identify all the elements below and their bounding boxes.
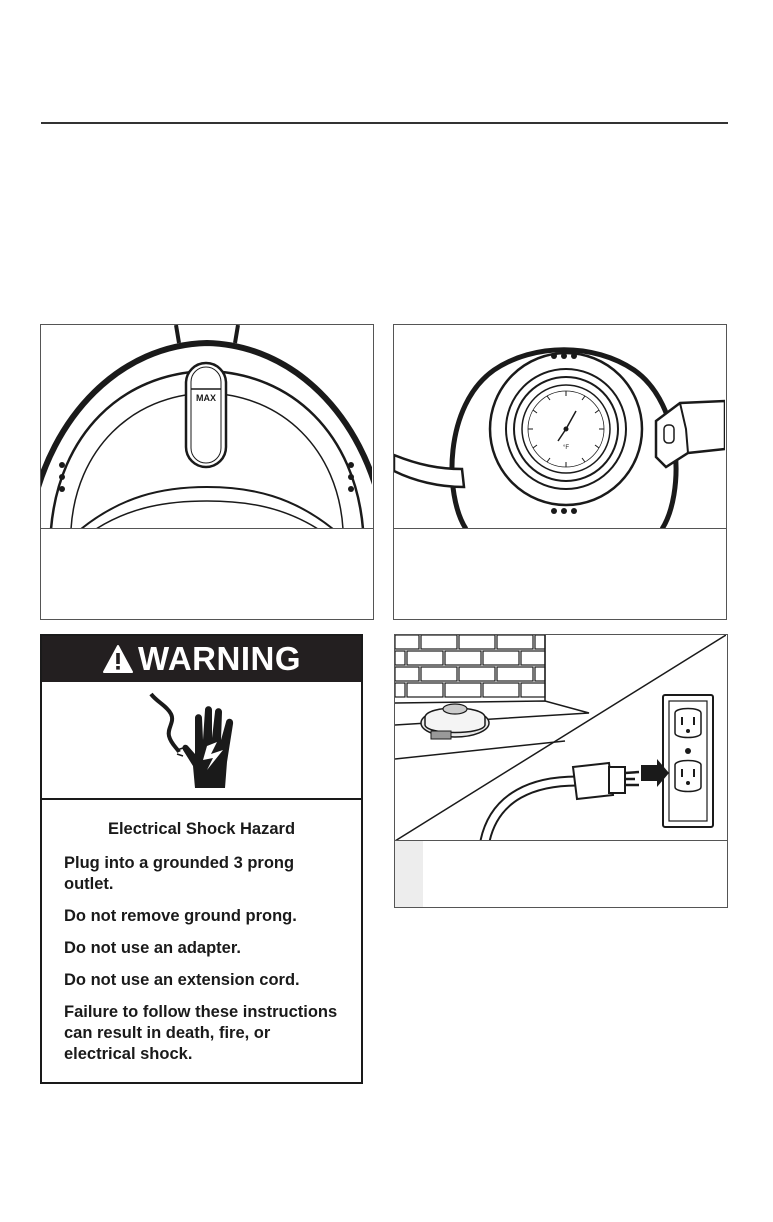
warning-header-label: WARNING <box>138 640 301 677</box>
thermometer-caption-area <box>394 528 726 619</box>
max-fill-caption-area <box>41 528 373 619</box>
warning-instruction: Plug into a grounded 3 prong outlet. <box>64 854 295 893</box>
plug-outlet-caption-area <box>395 840 727 907</box>
electrical-warning-box <box>40 634 363 1084</box>
warning-header <box>42 636 361 682</box>
warning-instruction: Do not use an adapter. <box>64 939 241 957</box>
warning-instruction: Failure to follow these instructions can result in death, fire, or electrical shock. <box>64 1003 338 1063</box>
warning-symbol-area <box>42 682 361 800</box>
warning-triangle-icon <box>102 644 134 674</box>
thermometer-dial-illustration <box>394 325 725 529</box>
header-rule <box>41 122 728 124</box>
step-number-tab <box>395 841 423 907</box>
hazard-title: Electrical Shock Hazard <box>107 820 296 838</box>
illustration-thermometer-panel <box>393 324 727 620</box>
warning-instruction: Do not use an extension cord. <box>64 971 300 989</box>
plug-into-outlet-illustration <box>395 635 726 841</box>
max-fill-mark-label: MAX <box>196 393 216 403</box>
warning-text-block <box>42 800 361 1065</box>
illustration-max-fill-panel <box>40 324 374 620</box>
electric-shock-hand-icon <box>137 688 247 792</box>
illustration-plug-outlet-panel <box>394 634 728 908</box>
warning-instruction: Do not remove ground prong. <box>64 907 297 925</box>
kettle-interior-illustration <box>41 325 372 529</box>
thermometer-unit-label: °F <box>562 445 570 451</box>
